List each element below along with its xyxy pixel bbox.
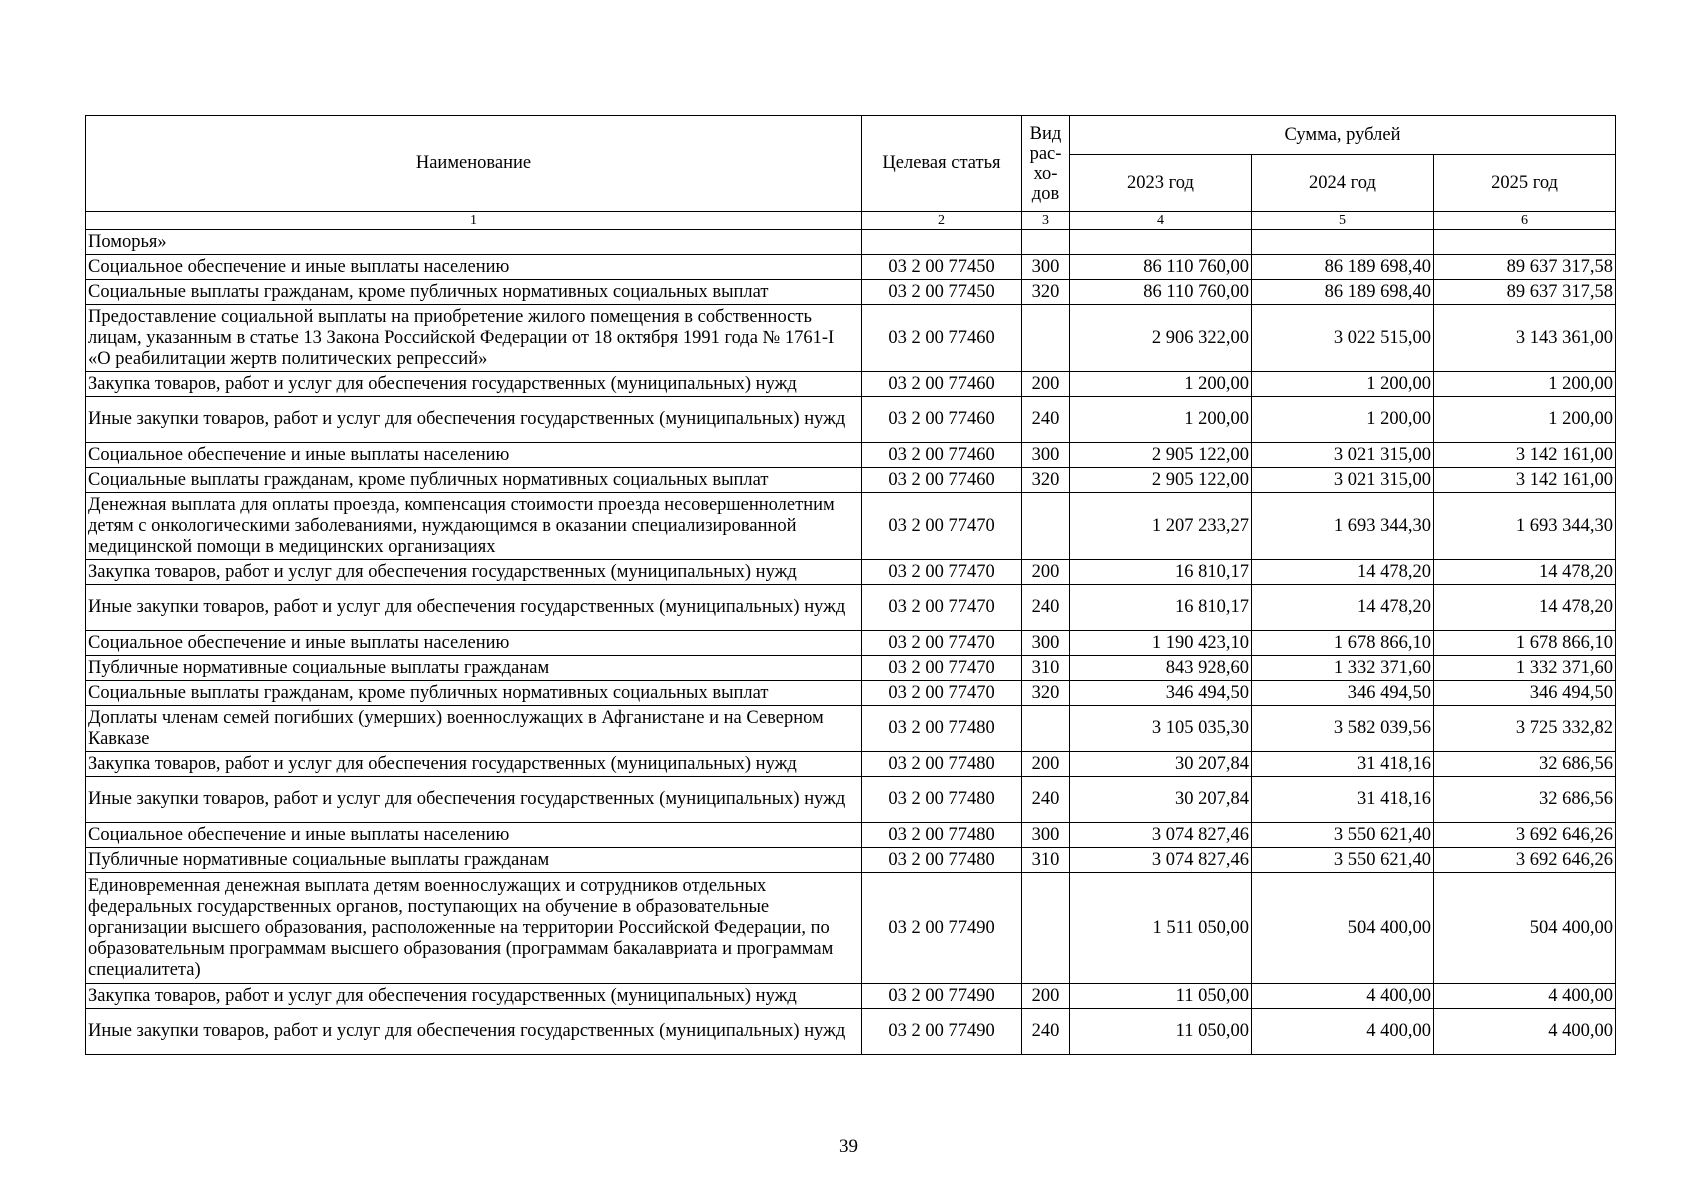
row-sum-2025: 14 478,20 — [1434, 585, 1616, 631]
header-year-2023: 2023 год — [1070, 155, 1252, 212]
column-numbers-row — [86, 212, 1616, 230]
row-sum-2023: 16 810,17 — [1070, 585, 1252, 631]
table-row — [86, 681, 1616, 706]
row-name: Закупка товаров, работ и услуг для обеспечения государственных (муниципальных) нужд — [86, 372, 862, 397]
row-sum-2023: 30 207,84 — [1070, 777, 1252, 823]
header-year-2024: 2024 год — [1252, 155, 1434, 212]
table-row — [86, 468, 1616, 493]
row-sum-2024: 86 189 698,40 — [1252, 280, 1434, 305]
header-vid — [1022, 116, 1070, 212]
table-row — [86, 752, 1616, 777]
row-sum-2024: 346 494,50 — [1252, 681, 1434, 706]
row-code: 03 2 00 77470 — [862, 585, 1022, 631]
table-row — [86, 1009, 1616, 1055]
row-sum-2025: 1 200,00 — [1434, 397, 1616, 443]
row-code: 03 2 00 77480 — [862, 848, 1022, 873]
table-row — [86, 305, 1616, 372]
row-sum-2025 — [1434, 230, 1616, 255]
row-sum-2023: 1 207 233,27 — [1070, 493, 1252, 560]
row-name: Денежная выплата для оплаты проезда, компенсация стоимости проезда несовершеннолетним детям с онкологическими заболеваниями, нуждающимся в оказании специализированной медицинской помощи в медицинских организациях — [86, 493, 862, 560]
row-code: 03 2 00 77450 — [862, 255, 1022, 280]
row-sum-2023: 16 810,17 — [1070, 560, 1252, 585]
row-sum-2024: 4 400,00 — [1252, 1009, 1434, 1055]
row-sum-2024: 3 550 621,40 — [1252, 848, 1434, 873]
row-code: 03 2 00 77460 — [862, 305, 1022, 372]
row-vid: 240 — [1022, 397, 1070, 443]
row-name: Социальные выплаты гражданам, кроме публичных нормативных социальных выплат — [86, 280, 862, 305]
row-code: 03 2 00 77470 — [862, 631, 1022, 656]
row-sum-2025: 3 725 332,82 — [1434, 706, 1616, 752]
row-sum-2023: 30 207,84 — [1070, 752, 1252, 777]
row-code: 03 2 00 77470 — [862, 493, 1022, 560]
table-row — [86, 848, 1616, 873]
header-year-2025: 2025 год — [1434, 155, 1616, 212]
row-vid — [1022, 493, 1070, 560]
budget-table — [85, 115, 1616, 1055]
row-sum-2023: 1 511 050,00 — [1070, 873, 1252, 984]
row-vid: 300 — [1022, 631, 1070, 656]
row-vid: 320 — [1022, 468, 1070, 493]
header-name: Наименование — [86, 116, 862, 212]
table-row — [86, 585, 1616, 631]
column-number: 1 — [86, 212, 862, 230]
row-sum-2024: 504 400,00 — [1252, 873, 1434, 984]
row-sum-2024: 1 200,00 — [1252, 397, 1434, 443]
row-sum-2025: 3 692 646,26 — [1434, 848, 1616, 873]
row-sum-2023: 346 494,50 — [1070, 681, 1252, 706]
table-row — [86, 230, 1616, 255]
row-name: Поморья» — [86, 230, 862, 255]
table-row — [86, 777, 1616, 823]
row-sum-2023: 3 074 827,46 — [1070, 823, 1252, 848]
row-name: Закупка товаров, работ и услуг для обеспечения государственных (муниципальных) нужд — [86, 560, 862, 585]
row-vid: 300 — [1022, 443, 1070, 468]
row-sum-2024: 31 418,16 — [1252, 777, 1434, 823]
row-sum-2023: 1 190 423,10 — [1070, 631, 1252, 656]
row-sum-2024: 3 021 315,00 — [1252, 443, 1434, 468]
row-vid: 320 — [1022, 280, 1070, 305]
row-code: 03 2 00 77480 — [862, 752, 1022, 777]
row-name: Социальные выплаты гражданам, кроме публичных нормативных социальных выплат — [86, 468, 862, 493]
row-sum-2024: 1 678 866,10 — [1252, 631, 1434, 656]
column-number: 5 — [1252, 212, 1434, 230]
row-sum-2025: 89 637 317,58 — [1434, 280, 1616, 305]
row-name: Социальное обеспечение и иные выплаты населению — [86, 255, 862, 280]
table-row — [86, 560, 1616, 585]
row-sum-2024: 4 400,00 — [1252, 984, 1434, 1009]
column-number: 6 — [1434, 212, 1616, 230]
row-code: 03 2 00 77470 — [862, 560, 1022, 585]
row-sum-2023: 1 200,00 — [1070, 372, 1252, 397]
row-sum-2023: 3 074 827,46 — [1070, 848, 1252, 873]
table-row — [86, 706, 1616, 752]
row-vid — [1022, 873, 1070, 984]
row-sum-2024: 1 332 371,60 — [1252, 656, 1434, 681]
header-vid-line: хо- — [1033, 163, 1058, 184]
table-row — [86, 280, 1616, 305]
row-sum-2025: 89 637 317,58 — [1434, 255, 1616, 280]
column-number: 3 — [1022, 212, 1070, 230]
row-sum-2024: 86 189 698,40 — [1252, 255, 1434, 280]
row-code: 03 2 00 77470 — [862, 681, 1022, 706]
row-code: 03 2 00 77480 — [862, 823, 1022, 848]
row-vid: 300 — [1022, 255, 1070, 280]
table-row — [86, 493, 1616, 560]
row-sum-2025: 4 400,00 — [1434, 1009, 1616, 1055]
row-vid: 200 — [1022, 560, 1070, 585]
row-sum-2023: 11 050,00 — [1070, 984, 1252, 1009]
row-sum-2023: 843 928,60 — [1070, 656, 1252, 681]
row-code: 03 2 00 77460 — [862, 397, 1022, 443]
row-sum-2024: 3 550 621,40 — [1252, 823, 1434, 848]
row-name: Закупка товаров, работ и услуг для обеспечения государственных (муниципальных) нужд — [86, 752, 862, 777]
row-code: 03 2 00 77480 — [862, 777, 1022, 823]
table-row — [86, 443, 1616, 468]
row-vid: 300 — [1022, 823, 1070, 848]
row-code: 03 2 00 77490 — [862, 1009, 1022, 1055]
row-sum-2023: 3 105 035,30 — [1070, 706, 1252, 752]
row-name: Предоставление социальной выплаты на приобретение жилого помещения в собственность лицам, указанным в статье 13 Закона Российской Федерации от 18 октября 1991 года № 1761-I «О реабилитации жертв политических репрессий» — [86, 305, 862, 372]
row-sum-2024: 3 021 315,00 — [1252, 468, 1434, 493]
row-sum-2025: 3 692 646,26 — [1434, 823, 1616, 848]
row-sum-2024 — [1252, 230, 1434, 255]
row-sum-2024: 1 200,00 — [1252, 372, 1434, 397]
column-number: 2 — [862, 212, 1022, 230]
row-vid — [1022, 706, 1070, 752]
header-vid-line: рас- — [1029, 143, 1062, 164]
row-vid: 200 — [1022, 372, 1070, 397]
table-row — [86, 656, 1616, 681]
row-sum-2025: 1 678 866,10 — [1434, 631, 1616, 656]
row-sum-2025: 1 693 344,30 — [1434, 493, 1616, 560]
row-name: Социальное обеспечение и иные выплаты населению — [86, 443, 862, 468]
row-name: Публичные нормативные социальные выплаты гражданам — [86, 848, 862, 873]
row-sum-2023: 86 110 760,00 — [1070, 255, 1252, 280]
row-sum-2023: 86 110 760,00 — [1070, 280, 1252, 305]
row-vid: 310 — [1022, 656, 1070, 681]
row-name: Социальные выплаты гражданам, кроме публичных нормативных социальных выплат — [86, 681, 862, 706]
row-vid: 240 — [1022, 777, 1070, 823]
table-row — [86, 984, 1616, 1009]
row-code: 03 2 00 77460 — [862, 443, 1022, 468]
row-sum-2024: 3 582 039,56 — [1252, 706, 1434, 752]
header-sum: Сумма, рублей — [1070, 116, 1616, 155]
row-vid — [1022, 230, 1070, 255]
row-name: Иные закупки товаров, работ и услуг для обеспечения государственных (муниципальных) нужд — [86, 397, 862, 443]
table-row — [86, 397, 1616, 443]
row-sum-2025: 1 200,00 — [1434, 372, 1616, 397]
row-sum-2024: 31 418,16 — [1252, 752, 1434, 777]
row-code — [862, 230, 1022, 255]
row-sum-2023: 11 050,00 — [1070, 1009, 1252, 1055]
row-name: Доплаты членам семей погибших (умерших) военнослужащих в Афганистане и на Северном Кавказе — [86, 706, 862, 752]
row-name: Социальное обеспечение и иные выплаты населению — [86, 631, 862, 656]
row-sum-2024: 3 022 515,00 — [1252, 305, 1434, 372]
column-number: 4 — [1070, 212, 1252, 230]
row-sum-2025: 3 143 361,00 — [1434, 305, 1616, 372]
row-name: Закупка товаров, работ и услуг для обеспечения государственных (муниципальных) нужд — [86, 984, 862, 1009]
row-code: 03 2 00 77470 — [862, 656, 1022, 681]
row-name: Иные закупки товаров, работ и услуг для обеспечения государственных (муниципальных) нужд — [86, 777, 862, 823]
row-sum-2023: 2 905 122,00 — [1070, 468, 1252, 493]
header-vid-line: дов — [1031, 183, 1060, 204]
row-sum-2025: 346 494,50 — [1434, 681, 1616, 706]
row-sum-2024: 14 478,20 — [1252, 585, 1434, 631]
row-code: 03 2 00 77450 — [862, 280, 1022, 305]
row-name: Иные закупки товаров, работ и услуг для обеспечения государственных (муниципальных) нужд — [86, 585, 862, 631]
row-code: 03 2 00 77490 — [862, 984, 1022, 1009]
row-vid: 200 — [1022, 752, 1070, 777]
row-sum-2025: 3 142 161,00 — [1434, 443, 1616, 468]
row-sum-2025: 32 686,56 — [1434, 752, 1616, 777]
row-code: 03 2 00 77460 — [862, 372, 1022, 397]
row-code: 03 2 00 77460 — [862, 468, 1022, 493]
row-code: 03 2 00 77490 — [862, 873, 1022, 984]
table-row — [86, 631, 1616, 656]
row-name: Иные закупки товаров, работ и услуг для обеспечения государственных (муниципальных) нужд — [86, 1009, 862, 1055]
row-sum-2023: 2 906 322,00 — [1070, 305, 1252, 372]
row-sum-2024: 14 478,20 — [1252, 560, 1434, 585]
row-name: Публичные нормативные социальные выплаты гражданам — [86, 656, 862, 681]
page-number: 39 — [839, 1136, 858, 1157]
row-sum-2025: 14 478,20 — [1434, 560, 1616, 585]
row-sum-2025: 4 400,00 — [1434, 984, 1616, 1009]
table-row — [86, 255, 1616, 280]
header-vid-line: Вид — [1029, 123, 1062, 144]
row-vid — [1022, 305, 1070, 372]
row-sum-2023: 2 905 122,00 — [1070, 443, 1252, 468]
row-vid: 320 — [1022, 681, 1070, 706]
row-sum-2023 — [1070, 230, 1252, 255]
row-sum-2023: 1 200,00 — [1070, 397, 1252, 443]
row-sum-2025: 3 142 161,00 — [1434, 468, 1616, 493]
row-sum-2025: 32 686,56 — [1434, 777, 1616, 823]
table-row — [86, 823, 1616, 848]
table-row — [86, 372, 1616, 397]
row-vid: 310 — [1022, 848, 1070, 873]
row-code: 03 2 00 77480 — [862, 706, 1022, 752]
row-vid: 240 — [1022, 1009, 1070, 1055]
table-row — [86, 873, 1616, 984]
row-sum-2025: 504 400,00 — [1434, 873, 1616, 984]
row-name: Социальное обеспечение и иные выплаты населению — [86, 823, 862, 848]
row-vid: 240 — [1022, 585, 1070, 631]
row-vid: 200 — [1022, 984, 1070, 1009]
row-sum-2024: 1 693 344,30 — [1252, 493, 1434, 560]
row-name: Единовременная денежная выплата детям военнослужащих и сотрудников отдельных федеральных государственных органов, поступающих на обучение в образовательные организации высшего образования, расположенные на территории Российской Федерации, по образовательным программам высшего образования (программам бакалавриата и программам специалитета) — [86, 873, 862, 984]
header-code: Целевая статья — [862, 116, 1022, 212]
row-sum-2025: 1 332 371,60 — [1434, 656, 1616, 681]
